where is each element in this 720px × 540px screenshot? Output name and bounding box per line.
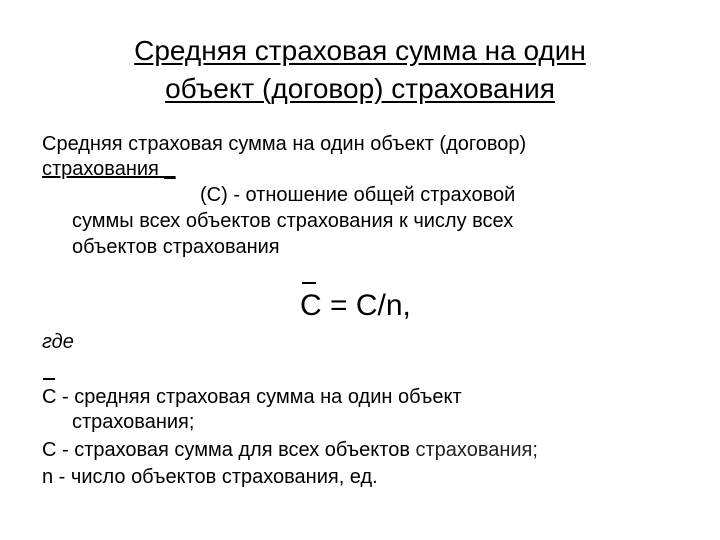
definition-line-1: Средняя страховая сумма на один объект (договор) [42, 133, 527, 155]
definition-line-5: объектов страхования [72, 236, 280, 258]
title-line-1: Средняя страховая сумма на один [134, 35, 586, 66]
slide-title [60, 32, 660, 108]
legend-item-1-line-2: страхования; [72, 411, 195, 433]
formula: C = C/n, [300, 289, 411, 322]
legend-item-1-line-1: C - средняя страховая сумма на один объект [42, 386, 462, 408]
legend-item-3: n - число объектов страхования, ед. [42, 466, 378, 488]
where-label: где [42, 331, 74, 353]
formula-overbar [302, 282, 316, 284]
definition-line-3: (С) - отношение общей страховой [200, 184, 516, 206]
title-line-2: объект (договор) страхования [165, 73, 555, 104]
definition-line-4: суммы всех объектов страхования к числу всех [72, 210, 514, 232]
definition-line-2: страхования _ [42, 158, 176, 180]
legend-overbar [43, 378, 55, 380]
legend-item-2: С - страховая сумма для всех объектов страхования; [42, 439, 538, 461]
